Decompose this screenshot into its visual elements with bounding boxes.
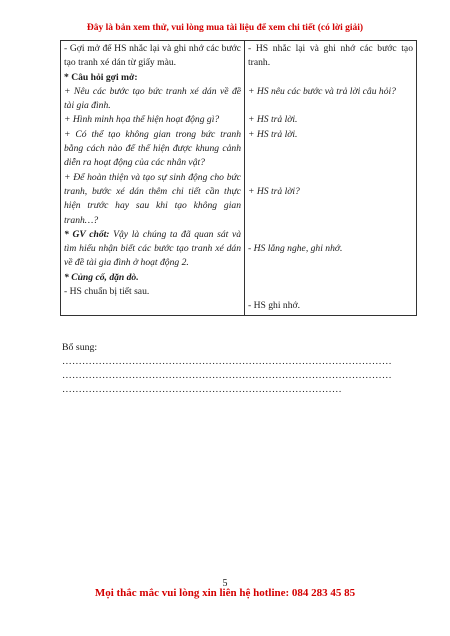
spacer xyxy=(248,199,413,213)
spacer xyxy=(248,142,413,156)
notes-dotted-line-3: ………………………………………………………………………… xyxy=(62,384,342,396)
spacer xyxy=(248,156,413,170)
guiding-questions-heading: * Câu hỏi gợi mở: xyxy=(64,71,138,83)
student-activity-cell xyxy=(245,41,417,316)
student-response-3: + HS trả lời. xyxy=(248,114,298,126)
student-response-6: - HS lắng nghe, ghi nhớ. xyxy=(248,243,343,255)
footer-banner: Mọi thắc mắc vui lòng xin liên hệ hotline: 084 283 45 85 xyxy=(94,587,356,599)
spacer xyxy=(248,214,413,228)
question-4: + Để hoàn thiện và tạo sự sinh động cho bức tranh, bước xé dán thêm chi tiết cần thực hiện trước hay sau khi tạo không gian tranh…? xyxy=(64,171,241,226)
spacer xyxy=(248,256,413,270)
prepare-next-lesson: - HS chuẩn bị tiết sau. xyxy=(64,286,150,298)
teacher-conclusion-label: * GV chốt: xyxy=(64,228,110,240)
lesson-table xyxy=(60,40,417,316)
table-row xyxy=(61,41,417,316)
spacer xyxy=(248,271,413,285)
spacer xyxy=(248,285,413,299)
question-2: + Hình minh họa thể hiện hoạt động gì? xyxy=(64,114,220,126)
spacer xyxy=(248,171,413,185)
student-response-2: + HS nêu các bước và trả lời câu hỏi? xyxy=(248,85,396,97)
student-response-1: - HS nhắc lại và ghi nhớ các bước tạo tranh. xyxy=(248,43,413,69)
student-response-5: + HS trả lời? xyxy=(248,185,300,197)
notes-section xyxy=(62,341,412,397)
notes-label: Bổ sung: xyxy=(62,342,98,353)
question-3: + Có thể tạo không gian trong bức tranh bằng cách nào để thể hiện được khung cảnh diễn ra hoạt động của các nhân vật? xyxy=(64,128,241,169)
teacher-activity-cell xyxy=(61,41,245,316)
spacer xyxy=(248,228,413,242)
teacher-conclusion xyxy=(64,228,241,271)
student-response-7: - HS ghi nhớ. xyxy=(248,300,300,312)
spacer xyxy=(248,71,413,85)
notes-dotted-line-2: ……………………………………………………………………………………… xyxy=(62,370,392,382)
header-banner: Đây là bản xem thử, vui lòng mua tài liệu để xem chi tiết (có lời giải) xyxy=(86,23,364,33)
question-1: + Nêu các bước tạo bức tranh xé dán về đề tài gia đình. xyxy=(64,85,241,112)
intro-paragraph: - Gợi mở để HS nhắc lại và ghi nhớ các bước tạo tranh xé dán từ giấy màu. xyxy=(64,43,241,69)
teacher-conclusion-text: Vậy là chúng ta đã quan sát và tìm hiểu nhận biết các bước tạo tranh xé dán về đề tài gia đình ở hoạt động 2. xyxy=(64,228,241,269)
notes-dotted-line-1: ……………………………………………………………………………………… xyxy=(62,356,392,368)
page-number: 5 xyxy=(222,578,228,589)
spacer xyxy=(248,99,413,113)
consolidation-heading: * Củng cố, dặn dò. xyxy=(64,271,139,283)
student-response-4: + HS trả lời. xyxy=(248,128,298,140)
